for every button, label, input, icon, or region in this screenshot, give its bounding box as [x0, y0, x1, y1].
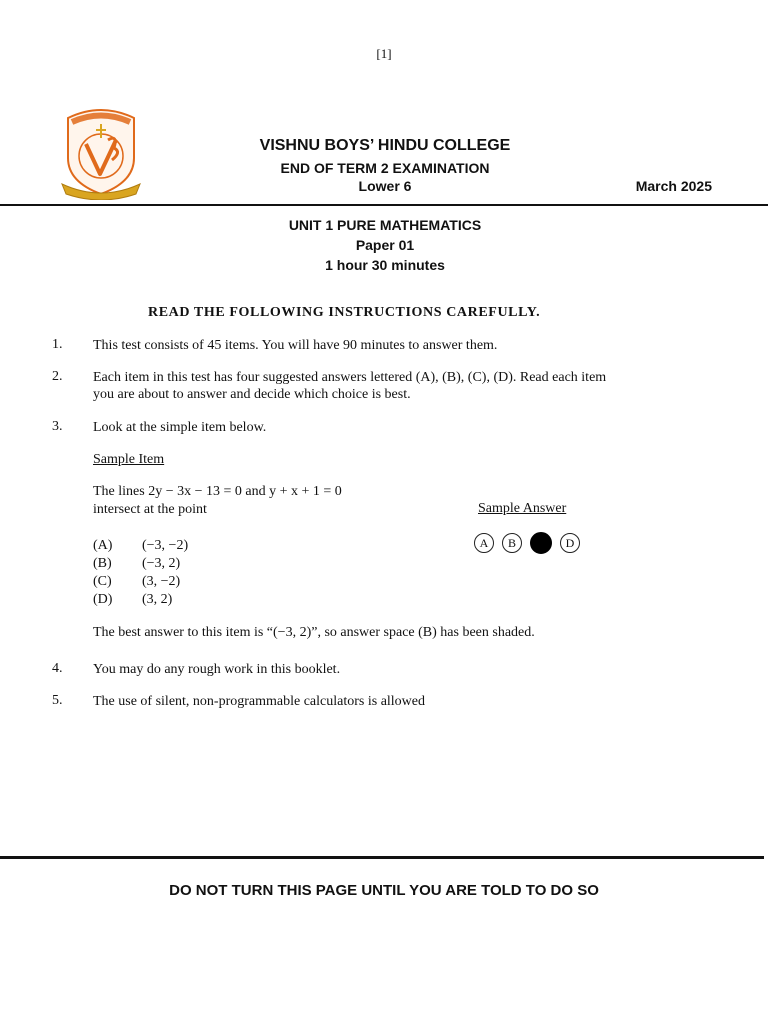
instruction-text: you are about to answer and decide which choice is best. [93, 387, 411, 402]
paper-number: Paper 01 [355, 237, 415, 253]
instruction-text: The use of silent, non-programmable calculators is allowed [93, 694, 426, 709]
option-letter: (C) [93, 574, 112, 589]
answer-bubble-a: A [474, 533, 494, 553]
option-letter: (A) [93, 538, 113, 553]
option-letter: (D) [93, 592, 113, 607]
college-name: VISHNU BOYS’ HINDU COLLEGE [259, 137, 511, 154]
option-value: (−3, −2) [142, 538, 189, 553]
option-value: (3, 2) [142, 592, 173, 607]
exam-date: March 2025 [635, 178, 712, 194]
instruction-text: You may do any rough work in this booklet. [93, 662, 341, 677]
instruction-number: 3. [52, 419, 63, 434]
page-number: [1] [376, 46, 392, 61]
instruction-text: Look at the simple item below. [93, 420, 267, 435]
level: Lower 6 [358, 178, 412, 194]
instruction-number: 4. [52, 661, 63, 676]
sample-answer-bubbles [474, 533, 586, 557]
answer-bubble-d: D [560, 533, 580, 553]
sample-explanation: The best answer to this item is “(−3, 2)”, so answer space (B) has been shaded. [93, 625, 535, 640]
exam-title: END OF TERM 2 EXAMINATION [280, 160, 490, 176]
instruction-number: 1. [52, 337, 63, 352]
sample-item-title: Sample Item [93, 452, 165, 467]
sample-answer-label: Sample Answer [478, 501, 567, 516]
option-value: (−3, 2) [142, 556, 181, 571]
instructions-heading: READ THE FOLLOWING INSTRUCTIONS CAREFULLY. [148, 305, 541, 320]
instruction-text: This test consists of 45 items. You will have 90 minutes to answer them. [93, 338, 498, 353]
instruction-number: 5. [52, 693, 63, 708]
answer-bubble-b: B [502, 533, 522, 553]
answer-bubble-c: C [530, 532, 552, 554]
college-logo [56, 104, 146, 200]
option-letter: (B) [93, 556, 112, 571]
sample-question-line: The lines 2y − 3x − 13 = 0 and y + x + 1 = 0 [93, 484, 342, 499]
option-value: (3, −2) [142, 574, 181, 589]
footer-divider [0, 856, 764, 859]
subject-title: UNIT 1 PURE MATHEMATICS [288, 217, 482, 233]
header-divider [0, 204, 768, 206]
sample-question-line: intersect at the point [93, 502, 207, 517]
instruction-text: Each item in this test has four suggested answers lettered (A), (B), (C), (D). Read each item [93, 370, 607, 385]
paper-duration: 1 hour 30 minutes [325, 257, 445, 273]
instruction-number: 2. [52, 369, 63, 384]
footer-warning: DO NOT TURN THIS PAGE UNTIL YOU ARE TOLD TO DO SO [169, 882, 599, 899]
